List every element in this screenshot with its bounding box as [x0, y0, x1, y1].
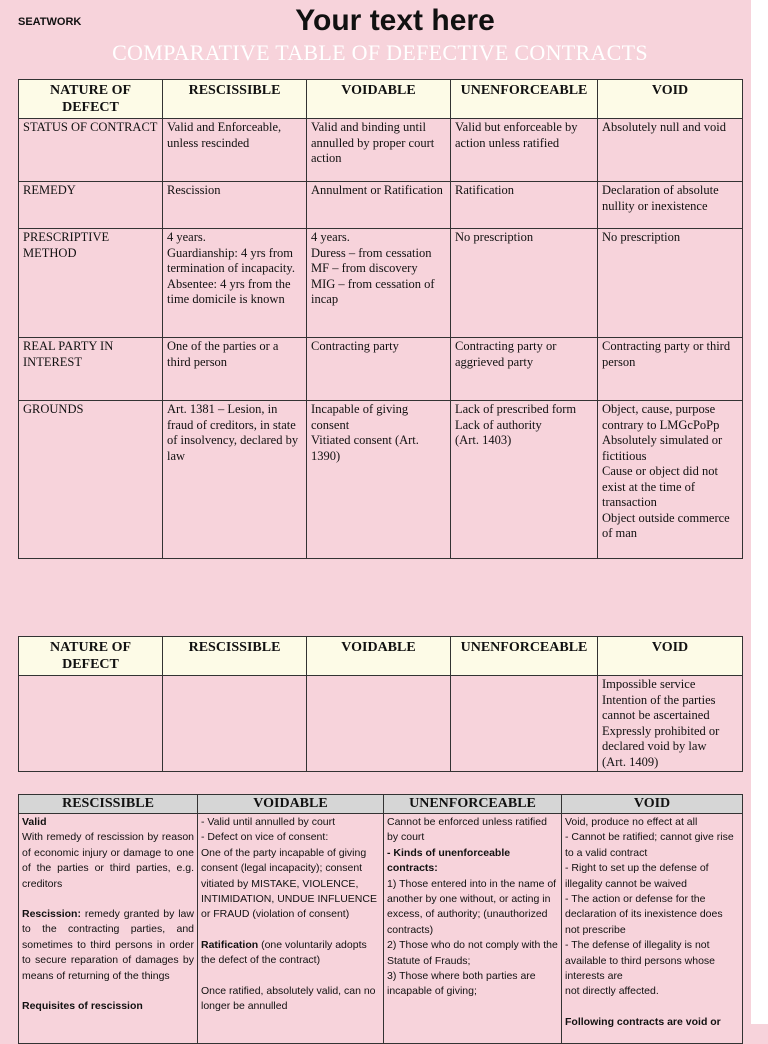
table-row	[19, 401, 743, 559]
table-row	[19, 814, 743, 1044]
voidable-text-2: Once ratified, absolutely valid, can no longer be annulled	[201, 984, 376, 1013]
kinds-label: - Kinds of unenforceable contracts:	[387, 846, 511, 875]
cell-voidable: Annulment or Ratification	[307, 182, 451, 229]
header-voidable: VOIDABLE	[307, 637, 451, 676]
row-label: STATUS OF CONTRACT	[19, 119, 163, 182]
cell-void: Object, cause, purpose contrary to LMGcPoPp Absolutely simulated or fictitious Cause or object did not exist at the time of transaction Object outside commerce of man	[598, 401, 743, 559]
table-row	[19, 338, 743, 401]
table-header-row	[19, 80, 743, 119]
row-label: REMEDY	[19, 182, 163, 229]
cell-voidable	[307, 676, 451, 772]
valid-heading: Valid	[22, 816, 47, 828]
cell-unenforceable: Valid but enforceable by action unless ratified	[451, 119, 598, 182]
cell-void: Impossible service Intention of the parties cannot be ascertained Expressly prohibited or declared void by law (Art. 1409)	[598, 676, 743, 772]
header-void: VOID	[598, 637, 743, 676]
cell-unenforceable: Ratification	[451, 182, 598, 229]
page-edge	[751, 0, 768, 1024]
cell-unenforceable: Contracting party or aggrieved party	[451, 338, 598, 401]
cell-void: Absolutely null and void	[598, 119, 743, 182]
cell-unenforceable: Lack of prescribed form Lack of authority (Art. 1403)	[451, 401, 598, 559]
cell-rescissible	[19, 814, 198, 1044]
ratification-label: Ratification	[201, 938, 259, 951]
header-unenforceable: UNENFORCEABLE	[384, 795, 562, 814]
row-label: REAL PARTY IN INTEREST	[19, 338, 163, 401]
cell-voidable: 4 years. Duress – from cessation MF – from discovery MIG – from cessation of incap	[307, 229, 451, 338]
table-row	[19, 676, 743, 772]
unenforceable-text: Cannot be enforced unless ratified by court	[387, 816, 547, 844]
header-voidable: VOIDABLE	[198, 795, 384, 814]
header-void: VOID	[598, 80, 743, 119]
cell-rescissible: Valid and Enforceable, unless rescinded	[163, 119, 307, 182]
cell-rescissible: 4 years. Guardianship: 4 yrs from termination of incapacity. Absentee: 4 yrs from the time domicile is known	[163, 229, 307, 338]
cell-unenforceable	[451, 676, 598, 772]
cell-unenforceable	[384, 814, 562, 1044]
cell-rescissible: One of the parties or a third person	[163, 338, 307, 401]
header-void: VOID	[562, 795, 743, 814]
table-row	[19, 182, 743, 229]
rescission-text: remedy granted by law to the contracting parties, and sometimes to third persons in order to secure reparation of damages by means of returning of the things	[22, 908, 194, 982]
table-row	[19, 119, 743, 182]
cell-voidable: Incapable of giving consent Vitiated consent (Art. 1390)	[307, 401, 451, 559]
unenforceable-list: 1) Those entered into in the name of another by one without, or acting in excess, of authority; (unauthorized contracts) 2) Those who do not comply with the Statute of Frauds; 3) Those where both parties are incapable of giving;	[387, 877, 558, 998]
cell-void	[562, 814, 743, 1044]
table-row	[19, 229, 743, 338]
comparative-table	[18, 79, 743, 559]
header-unenforceable: UNENFORCEABLE	[451, 80, 598, 119]
ratification-text: (one voluntarily adopts the defect of the contract)	[201, 938, 367, 967]
page-title: Your text here	[295, 4, 495, 37]
cell-unenforceable: No prescription	[451, 229, 598, 338]
void-text: Void, produce no effect at all - Cannot be ratified; cannot give rise to a valid contract - Right to set up the defense of illegality cannot be waived - The action or defense for the declaration of its inexistence does not prescribe - The defense of illegality is not available to third persons whose interests are not directly affected.	[565, 816, 734, 998]
cell-voidable	[198, 814, 384, 1044]
header-unenforceable: UNENFORCEABLE	[451, 637, 598, 676]
table-header-row	[19, 637, 743, 676]
following-heading: Following contracts are void or	[565, 1015, 721, 1028]
voidable-text: - Valid until annulled by court - Defect on vice of consent: One of the party incapable of giving consent (legal incapacity); consent vitiated by MISTAKE, VIOLENCE, INTIMIDATION, UNDUE INFLUENCE or FRAUD (violation of consent)	[201, 816, 377, 921]
rescission-label: Rescission:	[22, 908, 81, 921]
explanation-table	[18, 794, 743, 1044]
header-rescissible: RESCISSIBLE	[19, 795, 198, 814]
row-label: GROUNDS	[19, 401, 163, 559]
rescissible-text: With remedy of rescission by reason of economic injury or damage to one of the parties or third parties, e.g. creditors	[22, 831, 194, 890]
cell-rescissible: Rescission	[163, 182, 307, 229]
cell-voidable: Valid and binding until annulled by proper court action	[307, 119, 451, 182]
header-nature-of-defect: NATURE OF DEFECT	[19, 80, 163, 119]
requisites-heading: Requisites of rescission	[22, 1000, 143, 1013]
table-header-row	[19, 795, 743, 814]
cell-void: Contracting party or third person	[598, 338, 743, 401]
comparative-table-continued	[18, 636, 743, 772]
seatwork-label: SEATWORK	[18, 16, 82, 28]
cell-voidable: Contracting party	[307, 338, 451, 401]
header-voidable: VOIDABLE	[307, 80, 451, 119]
cell-rescissible	[163, 676, 307, 772]
row-label: PRESCRIPTIVE METHOD	[19, 229, 163, 338]
cell-void: No prescription	[598, 229, 743, 338]
header-rescissible: RESCISSIBLE	[163, 637, 307, 676]
header-rescissible: RESCISSIBLE	[163, 80, 307, 119]
header-nature-of-defect: NATURE OF DEFECT	[19, 637, 163, 676]
page-subtitle: COMPARATIVE TABLE OF DEFECTIVE CONTRACTS	[112, 40, 648, 65]
cell-nature	[19, 676, 163, 772]
cell-void: Declaration of absolute nullity or inexistence	[598, 182, 743, 229]
cell-rescissible: Art. 1381 – Lesion, in fraud of creditors, in state of insolvency, declared by law	[163, 401, 307, 559]
